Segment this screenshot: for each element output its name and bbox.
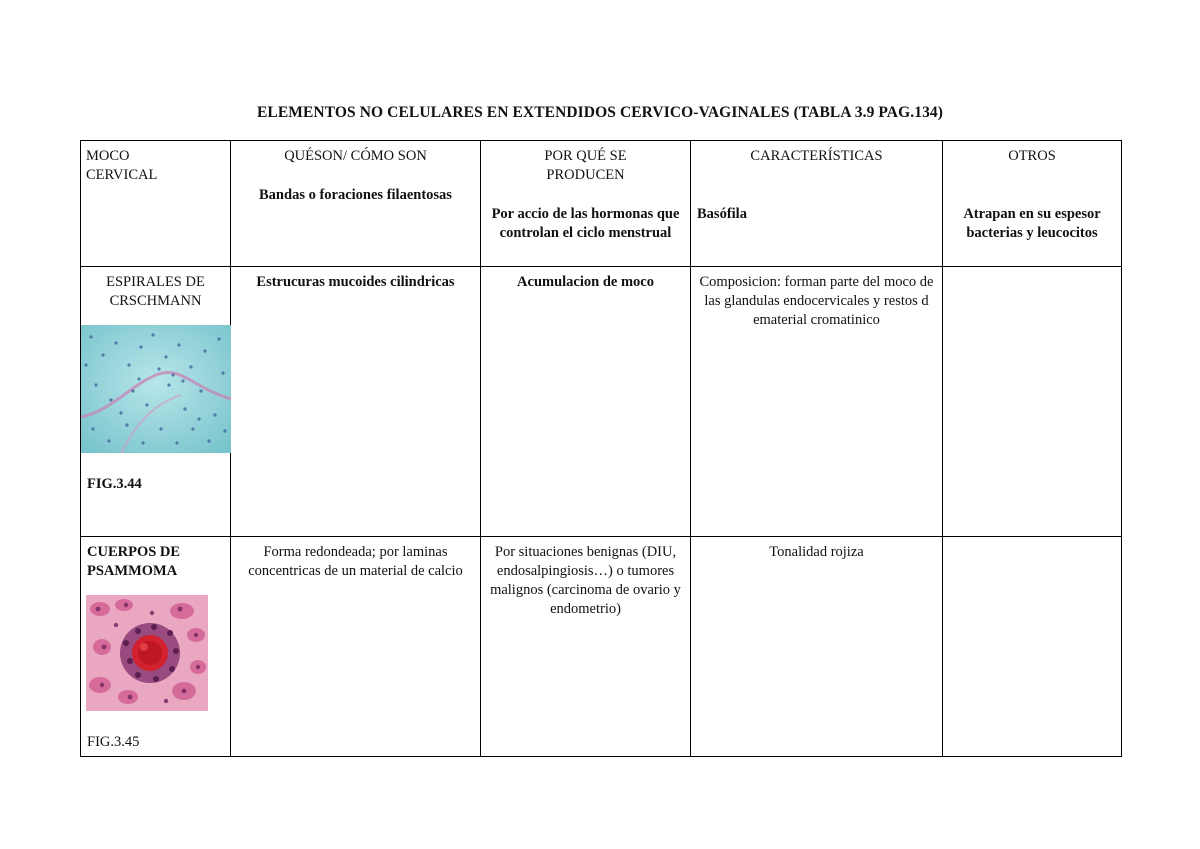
por-que-header-cell xyxy=(481,141,691,267)
row-name: ESPIRALES DE CRSCHMANN xyxy=(106,274,205,309)
psammoma-otros-cell xyxy=(943,537,1122,757)
caracteristicas-header-cell xyxy=(691,141,943,267)
psammoma-por-que-cell: Por situaciones benignas (DIU, endosalpingiosis…) o tumores malignos (carcinoma de ovario y endometrio) xyxy=(481,537,691,757)
otros-value: Atrapan en su espesor bacterias y leucocitos xyxy=(963,206,1101,241)
table-row xyxy=(81,267,1122,537)
por-que-heading: POR QUÉ SE PRODUCEN xyxy=(544,148,627,183)
caracteristicas-heading: CARACTERÍSTICAS xyxy=(750,148,883,164)
espirales-otros-cell xyxy=(943,267,1122,537)
que-es-header-cell xyxy=(231,141,481,267)
moco-cervical-cell xyxy=(81,141,231,267)
elements-table xyxy=(80,140,1122,757)
psammoma-caracteristicas-cell: Tonalidad rojiza xyxy=(691,537,943,757)
espirales-name-cell xyxy=(81,267,231,537)
por-que-value: Por accio de las hormonas que controlan el ciclo menstrual xyxy=(491,206,680,241)
figure-label: FIG.3.45 xyxy=(87,734,140,750)
caracteristicas-value: Basófila xyxy=(697,206,747,222)
espirales-micrograph-image xyxy=(81,325,231,453)
table-row xyxy=(81,537,1122,757)
moco-cervical-heading: MOCO CERVICAL xyxy=(86,148,158,183)
espirales-por-que-cell: Acumulacion de moco xyxy=(481,267,691,537)
row-name: CUERPOS DE PSAMMOMA xyxy=(87,544,181,579)
psammoma-micrograph-image xyxy=(86,595,208,711)
que-es-value: Bandas o foraciones filaentosas xyxy=(259,187,452,203)
page-title: ELEMENTOS NO CELULARES EN EXTENDIDOS CERVICO-VAGINALES (TABLA 3.9 PAG.134) xyxy=(256,104,944,121)
psammoma-name-cell xyxy=(81,537,231,757)
psammoma-que-es-cell: Forma redondeada; por laminas concentricas de un material de calcio xyxy=(231,537,481,757)
header-row xyxy=(81,141,1122,267)
espirales-caracteristicas-cell: Composicion: forman parte del moco de las glandulas endocervicales y restos d ematerial cromatinico xyxy=(691,267,943,537)
figure-label: FIG.3.44 xyxy=(87,476,142,492)
que-es-heading: QUÉSON/ CÓMO SON xyxy=(284,148,427,164)
espirales-que-es-cell: Estrucuras mucoides cilindricas xyxy=(231,267,481,537)
otros-header-cell xyxy=(943,141,1122,267)
otros-heading: OTROS xyxy=(1008,148,1056,164)
